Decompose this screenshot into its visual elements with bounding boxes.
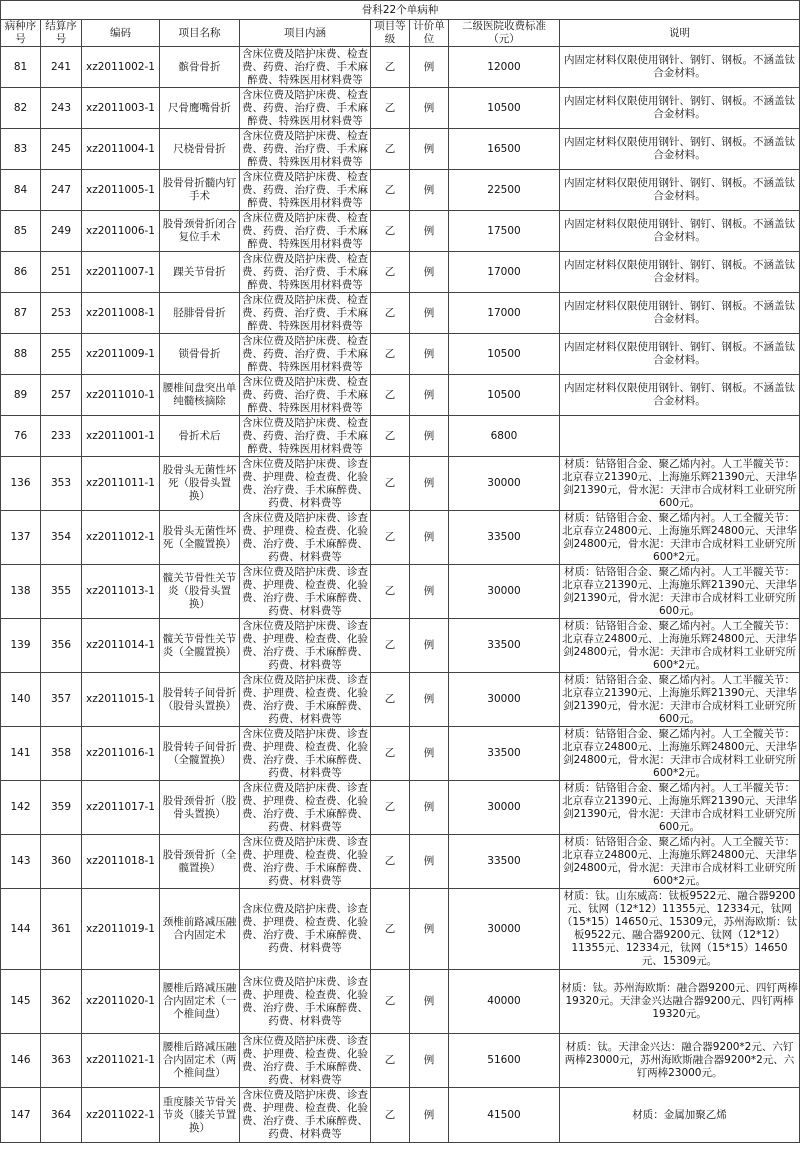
cell-code: xz2011004-1: [82, 129, 160, 170]
cell-grade: 乙: [371, 1088, 410, 1143]
cell-grade: 乙: [371, 416, 410, 457]
cell-unit: 例: [410, 835, 449, 889]
cell-code: xz2011016-1: [82, 727, 160, 781]
table-row: [1, 565, 800, 619]
cell-settle: 364: [41, 1088, 82, 1143]
cell-unit: 例: [410, 252, 449, 293]
cell-price: 33500: [449, 619, 560, 673]
cell-settle: 363: [41, 1034, 82, 1088]
cell-unit: 例: [410, 211, 449, 252]
cell-unit: 例: [410, 1034, 449, 1088]
table-row: [1, 457, 800, 511]
cell-unit: 例: [410, 416, 449, 457]
cell-code: xz2011013-1: [82, 565, 160, 619]
cell-price: 40000: [449, 970, 560, 1034]
cell-name: 重度膝关节骨关节炎（膝关节置换）: [160, 1088, 240, 1143]
cell-settle: 255: [41, 334, 82, 375]
cell-content: 含床位费及陪护床费、诊查费、护理费、检查费、化验费、治疗费、手术麻醉费、药费、材料费等: [240, 565, 371, 619]
table-row: [1, 970, 800, 1034]
cell-seq: 144: [1, 889, 41, 970]
table-row: [1, 619, 800, 673]
cell-price: 10500: [449, 334, 560, 375]
cell-code: xz2011022-1: [82, 1088, 160, 1143]
cell-note: 内固定材料仅限使用钢针、钢钉、钢板。不涵盖钛合金材料。: [560, 252, 800, 293]
cell-code: xz2011017-1: [82, 781, 160, 835]
cell-content: 含床位费及陪护床费、诊查费、护理费、检查费、化验费、治疗费、手术麻醉费、药费、材料费等: [240, 781, 371, 835]
cell-price: 22500: [449, 170, 560, 211]
cell-note: 内固定材料仅限使用钢针、钢钉、钢板。不涵盖钛合金材料。: [560, 129, 800, 170]
header-note: 说明: [560, 20, 800, 47]
cell-content: 含床位费及陪护床费、诊查费、护理费、检查费、化验费、治疗费、手术麻醉费、药费、材料费等: [240, 673, 371, 727]
cell-code: xz2011021-1: [82, 1034, 160, 1088]
cell-settle: 359: [41, 781, 82, 835]
cell-grade: 乙: [371, 170, 410, 211]
cell-unit: 例: [410, 88, 449, 129]
cell-content: 含床位费及陪护床费、诊查费、护理费、检查费、化验费、治疗费、手术麻醉费、药费、材料费等: [240, 619, 371, 673]
cell-name: 尺骨鹰嘴骨折: [160, 88, 240, 129]
cell-seq: 136: [1, 457, 41, 511]
header-name: 项目名称: [160, 20, 240, 47]
cell-grade: 乙: [371, 565, 410, 619]
cell-grade: 乙: [371, 252, 410, 293]
cell-seq: 89: [1, 375, 41, 416]
cell-unit: 例: [410, 129, 449, 170]
cell-grade: 乙: [371, 889, 410, 970]
cell-name: 股骨转子间骨折（全髋置换）: [160, 727, 240, 781]
cell-seq: 82: [1, 88, 41, 129]
cell-price: 16500: [449, 129, 560, 170]
cell-content: 含床位费及陪护床费、诊查费、护理费、检查费、化验费、治疗费、手术麻醉费、药费、材料费等: [240, 1034, 371, 1088]
cell-settle: 251: [41, 252, 82, 293]
cell-note: 内固定材料仅限使用钢针、钢钉、钢板。不涵盖钛合金材料。: [560, 211, 800, 252]
cell-price: 10500: [449, 88, 560, 129]
cell-note: 内固定材料仅限使用钢针、钢钉、钢板。不涵盖钛合金材料。: [560, 293, 800, 334]
cell-price: 6800: [449, 416, 560, 457]
cell-seq: 145: [1, 970, 41, 1034]
cell-unit: 例: [410, 673, 449, 727]
cell-name: 锁骨骨折: [160, 334, 240, 375]
cell-settle: 356: [41, 619, 82, 673]
cell-grade: 乙: [371, 129, 410, 170]
cell-note: 内固定材料仅限使用钢针、钢钉、钢板。不涵盖钛合金材料。: [560, 334, 800, 375]
cell-seq: 84: [1, 170, 41, 211]
cell-unit: 例: [410, 334, 449, 375]
cell-note: 内固定材料仅限使用钢针、钢钉、钢板。不涵盖钛合金材料。: [560, 375, 800, 416]
cell-code: xz2011001-1: [82, 416, 160, 457]
cell-unit: 例: [410, 970, 449, 1034]
cell-settle: 355: [41, 565, 82, 619]
cell-price: 17500: [449, 211, 560, 252]
cell-grade: 乙: [371, 781, 410, 835]
table-row: [1, 511, 800, 565]
table-row: [1, 252, 800, 293]
cell-settle: 247: [41, 170, 82, 211]
cell-price: 33500: [449, 511, 560, 565]
cell-note: 材质：钴铬钼合金、聚乙烯内衬。人工半髋关节：北京春立21390元、上海施乐辉21390元、天津华剑21390元，骨水泥：天津市合成材料工业研究所600元。: [560, 673, 800, 727]
cell-price: 17000: [449, 252, 560, 293]
cell-price: 30000: [449, 889, 560, 970]
cell-name: 尺桡骨骨折: [160, 129, 240, 170]
cell-unit: 例: [410, 565, 449, 619]
cell-settle: 357: [41, 673, 82, 727]
cell-seq: 86: [1, 252, 41, 293]
table-row: [1, 781, 800, 835]
cell-price: 33500: [449, 727, 560, 781]
cell-code: xz2011008-1: [82, 293, 160, 334]
cell-name: 髋关节骨性关节炎（全髋置换）: [160, 619, 240, 673]
cell-content: 含床位费及陪护床费、检查费、药费、治疗费、手术麻醉费、特殊医用材料费等: [240, 88, 371, 129]
cell-price: 33500: [449, 835, 560, 889]
cell-price: 51600: [449, 1034, 560, 1088]
cell-name: 腰椎后路减压融合内固定术（一个椎间盘）: [160, 970, 240, 1034]
header-unit: 计价单位: [410, 20, 449, 47]
cell-grade: 乙: [371, 211, 410, 252]
table-title-row: [1, 1, 800, 20]
cell-code: xz2011011-1: [82, 457, 160, 511]
cell-name: 股骨头无菌性坏死（股骨头置换）: [160, 457, 240, 511]
cell-name: 腰椎后路减压融合内固定术（两个椎间盘）: [160, 1034, 240, 1088]
table-row: [1, 416, 800, 457]
cell-settle: 241: [41, 47, 82, 88]
cell-unit: 例: [410, 619, 449, 673]
cell-content: 含床位费及陪护床费、诊查费、护理费、检查费、化验费、治疗费、手术麻醉费、药费、材料费等: [240, 835, 371, 889]
cell-settle: 354: [41, 511, 82, 565]
cell-content: 含床位费及陪护床费、诊查费、护理费、检查费、化验费、治疗费、手术麻醉费、药费、材料费等: [240, 889, 371, 970]
cell-note: 材质：钴铬钼合金、聚乙烯内衬。人工半髋关节：北京春立21390元、上海施乐辉21390元、天津华剑21390元，骨水泥：天津市合成材料工业研究所600元。: [560, 565, 800, 619]
cell-settle: 358: [41, 727, 82, 781]
cell-settle: 362: [41, 970, 82, 1034]
cell-unit: 例: [410, 1088, 449, 1143]
cell-name: 股骨颈骨折（全髋置换）: [160, 835, 240, 889]
cell-code: xz2011010-1: [82, 375, 160, 416]
table-row: [1, 293, 800, 334]
cell-note: 材质：钴铬钼合金、聚乙烯内衬。人工半髋关节：北京春立21390元、上海施乐辉21390元、天津华剑21390元，骨水泥：天津市合成材料工业研究所600元。: [560, 457, 800, 511]
cell-grade: 乙: [371, 1034, 410, 1088]
cell-price: 10500: [449, 375, 560, 416]
cell-code: xz2011019-1: [82, 889, 160, 970]
cell-content: 含床位费及陪护床费、检查费、药费、治疗费、手术麻醉费、特殊医用材料费等: [240, 129, 371, 170]
cell-seq: 81: [1, 47, 41, 88]
cell-content: 含床位费及陪护床费、检查费、药费、治疗费、手术麻醉费、特殊医用材料费等: [240, 170, 371, 211]
cell-unit: 例: [410, 375, 449, 416]
cell-price: 17000: [449, 293, 560, 334]
cell-name: 股骨头无菌性坏死（全髋置换）: [160, 511, 240, 565]
cell-code: xz2011009-1: [82, 334, 160, 375]
cell-seq: 76: [1, 416, 41, 457]
cell-note: 内固定材料仅限使用钢针、钢钉、钢板。不涵盖钛合金材料。: [560, 47, 800, 88]
cell-seq: 137: [1, 511, 41, 565]
cell-grade: 乙: [371, 293, 410, 334]
cell-note: 材质：金属加聚乙烯: [560, 1088, 800, 1143]
cell-grade: 乙: [371, 334, 410, 375]
cell-seq: 138: [1, 565, 41, 619]
table-row: [1, 129, 800, 170]
cell-unit: 例: [410, 293, 449, 334]
cell-settle: 360: [41, 835, 82, 889]
cell-settle: 257: [41, 375, 82, 416]
cell-grade: 乙: [371, 727, 410, 781]
cell-code: xz2011018-1: [82, 835, 160, 889]
cell-content: 含床位费及陪护床费、检查费、药费、治疗费、手术麻醉费、特殊医用材料费等: [240, 211, 371, 252]
cell-name: 踝关节骨折: [160, 252, 240, 293]
cell-seq: 146: [1, 1034, 41, 1088]
cell-seq: 88: [1, 334, 41, 375]
cell-name: 股骨骨折髓内钉手术: [160, 170, 240, 211]
cell-unit: 例: [410, 889, 449, 970]
header-seq: 病种序号: [1, 20, 41, 47]
header-price: 二级医院收费标准（元）: [449, 20, 560, 47]
cell-seq: 140: [1, 673, 41, 727]
cell-name: 髌骨骨折: [160, 47, 240, 88]
table-row: [1, 727, 800, 781]
cell-unit: 例: [410, 781, 449, 835]
table-row: [1, 1088, 800, 1143]
cell-unit: 例: [410, 170, 449, 211]
cell-grade: 乙: [371, 619, 410, 673]
cell-price: 30000: [449, 565, 560, 619]
cell-seq: 141: [1, 727, 41, 781]
cell-seq: 142: [1, 781, 41, 835]
cell-unit: 例: [410, 457, 449, 511]
cell-content: 含床位费及陪护床费、检查费、药费、治疗费、手术麻醉费、特殊医用材料费等: [240, 47, 371, 88]
cell-name: 髋关节骨性关节炎（股骨头置换）: [160, 565, 240, 619]
table-row: [1, 1034, 800, 1088]
cell-settle: 249: [41, 211, 82, 252]
table-row: [1, 673, 800, 727]
cell-code: xz2011005-1: [82, 170, 160, 211]
cell-content: 含床位费及陪护床费、检查费、药费、治疗费、手术麻醉费、特殊医用材料费等: [240, 252, 371, 293]
cell-price: 30000: [449, 457, 560, 511]
cell-content: 含床位费及陪护床费、诊查费、护理费、检查费、化验费、治疗费、手术麻醉费、药费、材料费等: [240, 457, 371, 511]
cell-price: 30000: [449, 673, 560, 727]
cell-seq: 85: [1, 211, 41, 252]
cell-content: 含床位费及陪护床费、诊查费、护理费、检查费、化验费、治疗费、手术麻醉费、药费、材料费等: [240, 970, 371, 1034]
cell-note: 内固定材料仅限使用钢针、钢钉、钢板。不涵盖钛合金材料。: [560, 170, 800, 211]
cell-code: xz2011015-1: [82, 673, 160, 727]
table-row: [1, 835, 800, 889]
cell-note: 材质：钴铬钼合金、聚乙烯内衬。人工全髋关节：北京春立24800元、上海施乐辉24800元、天津华剑24800元，骨水泥：天津市合成材料工业研究所600*2元。: [560, 727, 800, 781]
cell-content: 含床位费及陪护床费、诊查费、护理费、检查费、化验费、治疗费、手术麻醉费、药费、材料费等: [240, 1088, 371, 1143]
cell-note: 材质：钴铬钼合金、聚乙烯内衬。人工全髋关节：北京春立24800元、上海施乐辉24800元、天津华剑24800元，骨水泥：天津市合成材料工业研究所600*2元。: [560, 619, 800, 673]
table-row: [1, 334, 800, 375]
cell-note: [560, 416, 800, 457]
table-title: 骨科22个单病种: [1, 1, 800, 20]
cell-grade: 乙: [371, 88, 410, 129]
cell-settle: 353: [41, 457, 82, 511]
table-row: [1, 375, 800, 416]
cell-name: 骨折术后: [160, 416, 240, 457]
cell-code: xz2011006-1: [82, 211, 160, 252]
cell-seq: 139: [1, 619, 41, 673]
cell-content: 含床位费及陪护床费、检查费、药费、治疗费、手术麻醉费、特殊医用材料费等: [240, 293, 371, 334]
table-row: [1, 170, 800, 211]
cell-price: 12000: [449, 47, 560, 88]
cell-note: 材质：钴铬钼合金、聚乙烯内衬。人工半髋关节：北京春立21390元、上海施乐辉21390元、天津华剑21390元，骨水泥：天津市合成材料工业研究所600元。: [560, 781, 800, 835]
cell-seq: 83: [1, 129, 41, 170]
table-row: [1, 88, 800, 129]
header-content: 项目内涵: [240, 20, 371, 47]
cell-name: 胫腓骨骨折: [160, 293, 240, 334]
header-code: 编码: [82, 20, 160, 47]
cell-note: 材质：钛。山东威高：钛板9522元、融合器9200元、钛网（12*12）11355元、12334元，钛网（15*15）14650元、15309元，苏州海欧斯：钛板9522元、融合器9200元、钛网（12*12）11355元、12334元，钛网（15*15）14650元、15309元。: [560, 889, 800, 970]
cell-name: 股骨转子间骨折（股骨头置换）: [160, 673, 240, 727]
cell-settle: 245: [41, 129, 82, 170]
cell-content: 含床位费及陪护床费、检查费、药费、治疗费、手术麻醉费、特殊医用材料费等: [240, 334, 371, 375]
cell-grade: 乙: [371, 375, 410, 416]
cell-code: xz2011012-1: [82, 511, 160, 565]
cell-settle: 243: [41, 88, 82, 129]
cell-seq: 147: [1, 1088, 41, 1143]
cell-content: 含床位费及陪护床费、诊查费、护理费、检查费、化验费、治疗费、手术麻醉费、药费、材料费等: [240, 511, 371, 565]
cell-settle: 233: [41, 416, 82, 457]
cell-content: 含床位费及陪护床费、检查费、药费、治疗费、手术麻醉费、特殊医用材料费等: [240, 416, 371, 457]
cell-content: 含床位费及陪护床费、检查费、药费、治疗费、手术麻醉费、特殊医用材料费等: [240, 375, 371, 416]
cell-content: 含床位费及陪护床费、诊查费、护理费、检查费、化验费、治疗费、手术麻醉费、药费、材料费等: [240, 727, 371, 781]
cell-price: 41500: [449, 1088, 560, 1143]
header-grade: 项目等级: [371, 20, 410, 47]
cell-seq: 87: [1, 293, 41, 334]
cell-grade: 乙: [371, 511, 410, 565]
cell-code: xz2011007-1: [82, 252, 160, 293]
table-row: [1, 47, 800, 88]
cell-note: 材质：钴铬钼合金、聚乙烯内衬。人工全髋关节：北京春立24800元、上海施乐辉24800元、天津华剑24800元，骨水泥：天津市合成材料工业研究所600*2元。: [560, 511, 800, 565]
cell-note: 内固定材料仅限使用钢针、钢钉、钢板。不涵盖钛合金材料。: [560, 88, 800, 129]
header-settle: 结算序号: [41, 20, 82, 47]
cell-code: xz2011002-1: [82, 47, 160, 88]
cell-note: 材质：钴铬钼合金、聚乙烯内衬。人工全髋关节：北京春立24800元、上海施乐辉24800元、天津华剑24800元，骨水泥：天津市合成材料工业研究所600*2元。: [560, 835, 800, 889]
cell-unit: 例: [410, 511, 449, 565]
cell-grade: 乙: [371, 673, 410, 727]
cell-name: 股骨颈骨折闭合复位手术: [160, 211, 240, 252]
cell-settle: 361: [41, 889, 82, 970]
cell-grade: 乙: [371, 457, 410, 511]
cell-unit: 例: [410, 727, 449, 781]
cell-note: 材质：钛。苏州海欧斯：融合器9200元、四钉两棒19320元。天津金兴达融合器9200元、四钉两棒19320元。: [560, 970, 800, 1034]
cell-name: 颈椎前路减压融合内固定术: [160, 889, 240, 970]
cell-name: 股骨颈骨折（股骨头置换）: [160, 781, 240, 835]
table-row: [1, 211, 800, 252]
cell-unit: 例: [410, 47, 449, 88]
cell-note: 材质：钛。天津金兴达：融合器9200*2元、六钉两棒23000元，苏州海欧斯融合器9200*2元、六钉两棒23000元。: [560, 1034, 800, 1088]
cell-code: xz2011003-1: [82, 88, 160, 129]
table-row: [1, 889, 800, 970]
cell-grade: 乙: [371, 970, 410, 1034]
cell-seq: 143: [1, 835, 41, 889]
header-row: [1, 20, 800, 47]
cell-code: xz2011020-1: [82, 970, 160, 1034]
cell-settle: 253: [41, 293, 82, 334]
cell-price: 30000: [449, 781, 560, 835]
cell-grade: 乙: [371, 835, 410, 889]
cell-grade: 乙: [371, 47, 410, 88]
cell-name: 腰椎间盘突出单纯髓核摘除: [160, 375, 240, 416]
cell-code: xz2011014-1: [82, 619, 160, 673]
